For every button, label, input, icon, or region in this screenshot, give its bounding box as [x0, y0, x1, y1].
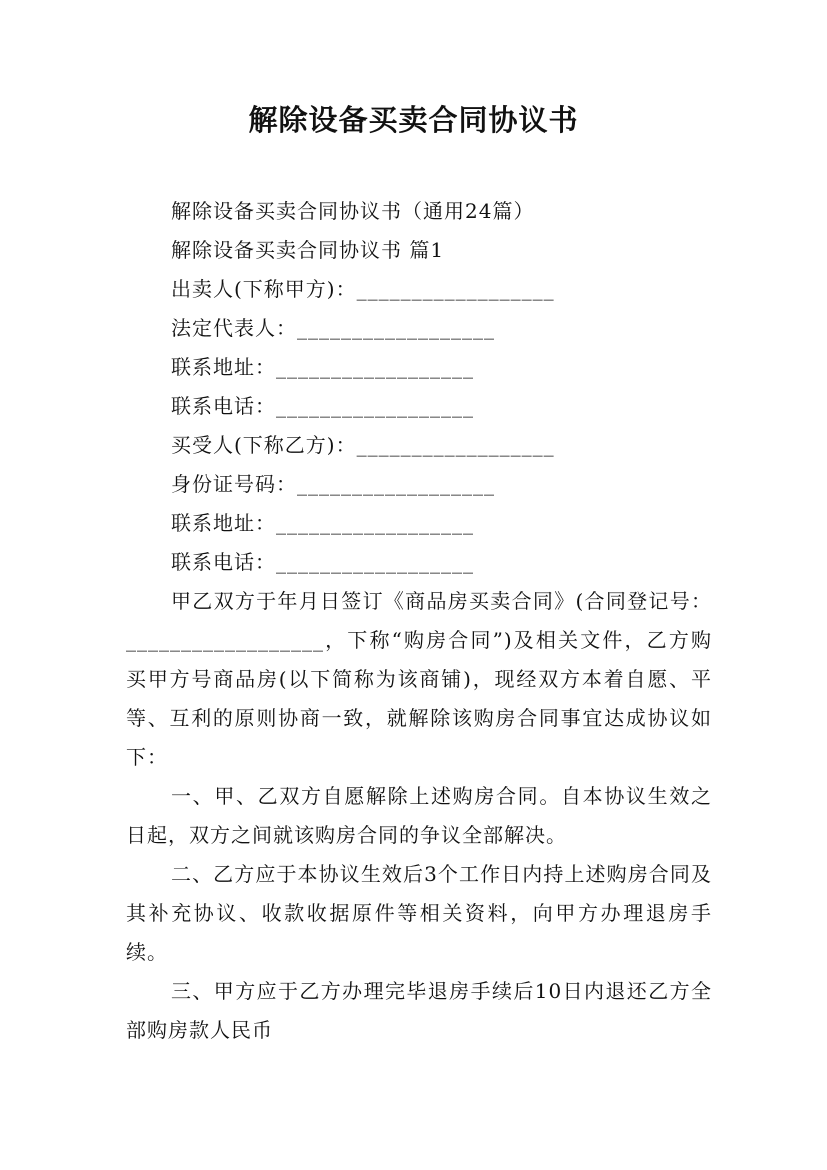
clause-2-paragraph: 二、乙方应于本协议生效后3个工作日内持上述购房合同及其补充协议、收款收据原件等相关资料，向甲方办理退房手续。 — [126, 862, 712, 964]
seller-phone-field: 联系电话：__________________ — [171, 394, 474, 418]
buyer-address-field: 联系地址：__________________ — [171, 511, 474, 535]
buyer-phone-field: 联系电话：__________________ — [171, 550, 474, 574]
document-title: 解除设备买卖合同协议书 — [248, 103, 579, 137]
clause-1-paragraph: 一、甲、乙双方自愿解除上述购房合同。自本协议生效之日起，双方之间就该购房合同的争议全部解决。 — [126, 784, 712, 847]
section-heading: 解除设备买卖合同协议书 篇1 — [171, 238, 445, 262]
buyer-field: 买受人(下称乙方)：__________________ — [171, 433, 555, 457]
clause-3-paragraph: 三、甲方应于乙方办理完毕退房手续后10日内退还乙方全部购房款人民币 — [126, 979, 712, 1042]
subtitle-line: 解除设备买卖合同协议书（通用24篇） — [171, 199, 535, 223]
id-number-field: 身份证号码：__________________ — [171, 472, 495, 496]
intro-paragraph: 甲乙双方于年月日签订《商品房买卖合同》(合同登记号：__________________，下称“购房合同”)及相关文件，乙方购买甲方号商品房(以下简称为该商铺)，现经双方本着自愿、平等、互利的原则协商一致，就解除该购房合同事宜达成协议如下： — [126, 589, 712, 769]
document-body — [126, 192, 712, 1050]
seller-field: 出卖人(下称甲方)：__________________ — [171, 277, 555, 301]
seller-address-field: 联系地址：__________________ — [171, 355, 474, 379]
legal-representative-field: 法定代表人：__________________ — [171, 316, 495, 340]
